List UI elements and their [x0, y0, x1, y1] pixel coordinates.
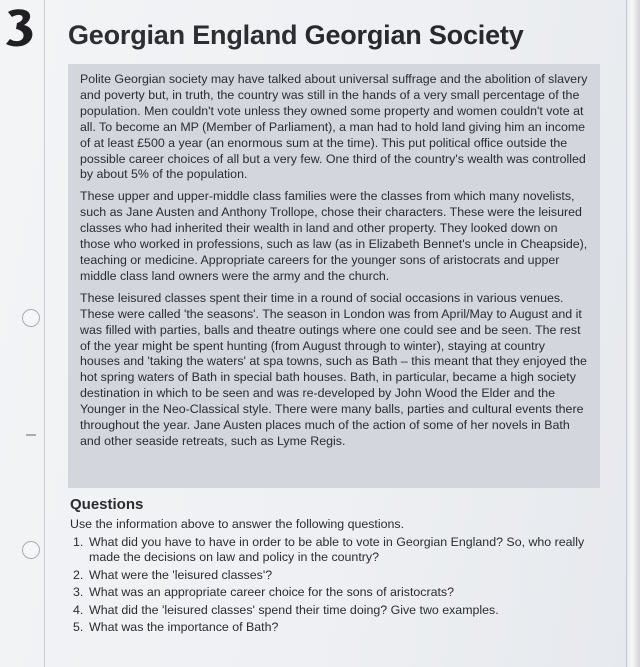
- questions-section: [70, 496, 600, 638]
- info-paragraph: These leisured classes spent their time in a round of social occasions in various venues. These were called 'the seasons'. The season in London was from April/May to August and it was filled with parties, balls and theatre outings where one could see and be seen. The rest of the year might be spent hunting (from August through to winter), staying at country houses and 'taking the waters' at spa towns, such as Bath – this meant that they enjoyed the hot spring waters of Bath in special bath houses. Bath, in particular, became a high society destination in which to be seen and was re-developed by John Wood the Elder and the Younger in the Neo-Classical style. There were many balls, parties and cultural events there throughout the year. Jane Austen places much of the action of some of her novels in Bath and other seaside retreats, such as Lyme Regis.: [80, 290, 587, 448]
- page-edge: [626, 0, 640, 667]
- title-subtopic: Georgian Society: [304, 20, 524, 50]
- questions-list: [70, 535, 600, 635]
- info-paragraph: Polite Georgian society may have talked about universal suffrage and the abolition of slavery and poverty but, in truth, the country was still in the hands of a very small percentage of the population. Men couldn't vote unless they owned some property and women couldn't vote at all. To become an MP (Member of Parliament), a man had to hold land giving him an income of at least £500 a year (an enormous sum at the time). This put political office outside the possible career choices of all but a very few. One third of the country's wealth was controlled by about 5% of the population.: [80, 72, 588, 182]
- questions-heading: Questions: [70, 496, 144, 513]
- question-item: 2. What were the 'leisured classes'?: [73, 567, 273, 582]
- question-item: 5. What was the importance of Bath?: [73, 620, 279, 634]
- punch-hole-marker: [22, 541, 40, 559]
- info-box: [68, 64, 600, 488]
- logo-b-icon: [2, 6, 38, 50]
- margin-dash-marker: [26, 434, 36, 436]
- punch-hole-marker: [22, 309, 40, 327]
- title-topic: Georgian England: [68, 20, 298, 50]
- question-item: 1. What did you have to have in order to be able to vote in Georgian England? So, who really made the decisions on law and policy in the country?: [73, 535, 585, 564]
- question-item: 3. What was an appropriate career choice for the sons of aristocrats?: [73, 585, 455, 599]
- margin-line: [44, 0, 45, 667]
- questions-intro: Use the information above to answer the following questions.: [70, 517, 405, 531]
- question-item: 4. What did the 'leisured classes' spend their time doing? Give two examples.: [73, 602, 499, 617]
- page-title: [68, 20, 524, 51]
- info-paragraph: These upper and upper-middle class families were the classes from which many novelists, such as Jane Austen and Anthony Trollope, chose their characters. These were the leisured classes who had inherited their wealth in land and other property. They looked down on those who worked in professions, such as law (as in Elizabeth Bennet's uncle in Cheapside), teaching or medicine. Appropriate careers for the younger sons of aristocrats and upper middle class land owners were the army and the church.: [80, 189, 588, 283]
